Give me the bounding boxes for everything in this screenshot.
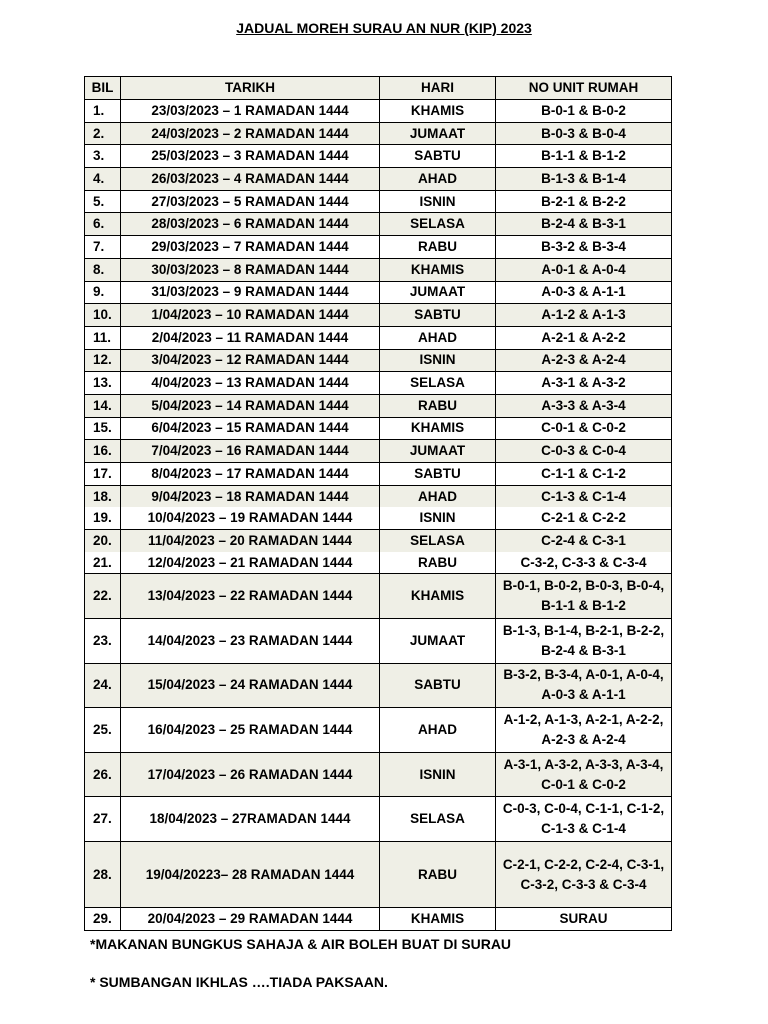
table-row <box>85 440 672 463</box>
table-header-row <box>85 77 672 100</box>
cell-tarikh: 10/04/2023 – 19 RAMADAN 1444 <box>121 507 380 529</box>
cell-tarikh: 11/04/2023 – 20 RAMADAN 1444 <box>121 530 380 552</box>
cell-bil: 23. <box>85 619 121 664</box>
cell-hari: RABU <box>380 394 496 417</box>
cell-bil: 9. <box>85 281 121 304</box>
cell-hari: SELASA <box>380 213 496 236</box>
cell-bil: 3. <box>85 145 121 168</box>
cell-unit: B-1-3 & B-1-4 <box>496 168 672 191</box>
cell-hari: RABU <box>380 552 496 574</box>
cell-hari: KHAMIS <box>380 574 496 619</box>
cell-unit: A-0-3 & A-1-1 <box>496 281 672 304</box>
cell-hari: AHAD <box>380 708 496 753</box>
cell-unit: A-3-1 & A-3-2 <box>496 372 672 395</box>
table-row <box>85 281 672 304</box>
cell-unit: B-3-2 & B-3-4 <box>496 236 672 259</box>
cell-tarikh: 19/04/20223– 28 RAMADAN 1444 <box>121 842 380 908</box>
table-row <box>85 213 672 236</box>
cell-bil: 29. <box>85 908 121 931</box>
cell-tarikh: 31/03/2023 – 9 RAMADAN 1444 <box>121 281 380 304</box>
cell-tarikh: 4/04/2023 – 13 RAMADAN 1444 <box>121 372 380 395</box>
cell-unit: A-3-3 & A-3-4 <box>496 394 672 417</box>
cell-tarikh: 25/03/2023 – 3 RAMADAN 1444 <box>121 145 380 168</box>
cell-bil: 16. <box>85 440 121 463</box>
cell-hari: JUMAAT <box>380 440 496 463</box>
cell-tarikh: 30/03/2023 – 8 RAMADAN 1444 <box>121 258 380 281</box>
cell-hari: RABU <box>380 236 496 259</box>
table-row <box>85 258 672 281</box>
cell-hari: ISNIN <box>380 507 496 529</box>
cell-hari: ISNIN <box>380 190 496 213</box>
cell-unit: C-2-4 & C-3-1 <box>496 530 672 552</box>
table-row <box>85 372 672 395</box>
cell-tarikh: 2/04/2023 – 11 RAMADAN 1444 <box>121 326 380 349</box>
cell-tarikh: 9/04/2023 – 18 RAMADAN 1444 <box>121 485 380 507</box>
cell-bil: 15. <box>85 417 121 440</box>
cell-bil: 18. <box>85 485 121 507</box>
cell-hari: JUMAAT <box>380 281 496 304</box>
cell-hari: AHAD <box>380 485 496 507</box>
page-title: JADUAL MOREH SURAU AN NUR (KIP) 2023 <box>236 20 532 36</box>
cell-bil: 22. <box>85 574 121 619</box>
cell-bil: 21. <box>85 552 121 574</box>
cell-bil: 27. <box>85 797 121 842</box>
cell-bil: 25. <box>85 708 121 753</box>
cell-tarikh: 18/04/2023 – 27RAMADAN 1444 <box>121 797 380 842</box>
table-body <box>85 100 672 931</box>
table-row <box>85 463 672 486</box>
cell-hari: AHAD <box>380 326 496 349</box>
table-row <box>85 394 672 417</box>
cell-unit: A-2-3 & A-2-4 <box>496 349 672 372</box>
cell-unit: B-1-3, B-1-4, B-2-1, B-2-2, B-2-4 & B-3-1 <box>496 619 672 664</box>
column-header-tarikh: TARIKH <box>121 77 380 100</box>
cell-hari: JUMAAT <box>380 619 496 664</box>
cell-unit: SURAU <box>496 908 672 931</box>
cell-bil: 26. <box>85 752 121 797</box>
cell-tarikh: 15/04/2023 – 24 RAMADAN 1444 <box>121 663 380 708</box>
cell-unit: B-2-4 & B-3-1 <box>496 213 672 236</box>
cell-hari: SABTU <box>380 463 496 486</box>
cell-unit: C-1-3 & C-1-4 <box>496 485 672 507</box>
cell-tarikh: 16/04/2023 – 25 RAMADAN 1444 <box>121 708 380 753</box>
table-row <box>85 326 672 349</box>
cell-unit: B-1-1 & B-1-2 <box>496 145 672 168</box>
cell-hari: KHAMIS <box>380 258 496 281</box>
cell-unit: C-0-3, C-0-4, C-1-1, C-1-2, C-1-3 & C-1-4 <box>496 797 672 842</box>
table-row <box>85 485 672 507</box>
table-row <box>85 190 672 213</box>
cell-bil: 20. <box>85 530 121 552</box>
cell-bil: 2. <box>85 122 121 145</box>
table-row <box>85 417 672 440</box>
cell-hari: AHAD <box>380 168 496 191</box>
column-header-bil: BIL <box>85 77 121 100</box>
cell-bil: 17. <box>85 463 121 486</box>
cell-tarikh: 17/04/2023 – 26 RAMADAN 1444 <box>121 752 380 797</box>
cell-tarikh: 28/03/2023 – 6 RAMADAN 1444 <box>121 213 380 236</box>
cell-tarikh: 26/03/2023 – 4 RAMADAN 1444 <box>121 168 380 191</box>
cell-hari: SABTU <box>380 145 496 168</box>
table-row <box>85 100 672 123</box>
table-row <box>85 236 672 259</box>
cell-hari: SABTU <box>380 304 496 327</box>
cell-hari: RABU <box>380 842 496 908</box>
table-row <box>85 752 672 797</box>
cell-bil: 28. <box>85 842 121 908</box>
cell-unit: C-2-1, C-2-2, C-2-4, C-3-1, C-3-2, C-3-3 & C-3-4 <box>496 842 672 908</box>
cell-bil: 6. <box>85 213 121 236</box>
table-row <box>85 145 672 168</box>
cell-unit: A-2-1 & A-2-2 <box>496 326 672 349</box>
cell-hari: KHAMIS <box>380 417 496 440</box>
cell-unit: A-3-1, A-3-2, A-3-3, A-3-4, C-0-1 & C-0-2 <box>496 752 672 797</box>
cell-hari: KHAMIS <box>380 100 496 123</box>
cell-unit: C-3-2, C-3-3 & C-3-4 <box>496 552 672 574</box>
cell-unit: C-2-1 & C-2-2 <box>496 507 672 529</box>
table-row <box>85 574 672 619</box>
cell-bil: 13. <box>85 372 121 395</box>
table-row <box>85 349 672 372</box>
table-row <box>85 530 672 552</box>
cell-hari: SABTU <box>380 663 496 708</box>
table-row <box>85 663 672 708</box>
table-row <box>85 168 672 191</box>
cell-tarikh: 13/04/2023 – 22 RAMADAN 1444 <box>121 574 380 619</box>
column-header-unit: NO UNIT RUMAH <box>496 77 672 100</box>
cell-hari: SELASA <box>380 797 496 842</box>
note-contribution: * SUMBANGAN IKHLAS ….TIADA PAKSAAN. <box>90 974 388 990</box>
cell-unit: C-0-1 & C-0-2 <box>496 417 672 440</box>
cell-unit: C-1-1 & C-1-2 <box>496 463 672 486</box>
cell-tarikh: 3/04/2023 – 12 RAMADAN 1444 <box>121 349 380 372</box>
cell-bil: 7. <box>85 236 121 259</box>
cell-hari: JUMAAT <box>380 122 496 145</box>
column-header-hari: HARI <box>380 77 496 100</box>
cell-bil: 10. <box>85 304 121 327</box>
cell-unit: A-0-1 & A-0-4 <box>496 258 672 281</box>
cell-bil: 8. <box>85 258 121 281</box>
cell-hari: SELASA <box>380 372 496 395</box>
cell-bil: 4. <box>85 168 121 191</box>
cell-tarikh: 12/04/2023 – 21 RAMADAN 1444 <box>121 552 380 574</box>
cell-unit: A-1-2, A-1-3, A-2-1, A-2-2, A-2-3 & A-2-4 <box>496 708 672 753</box>
cell-hari: ISNIN <box>380 752 496 797</box>
cell-tarikh: 24/03/2023 – 2 RAMADAN 1444 <box>121 122 380 145</box>
cell-unit: B-0-1, B-0-2, B-0-3, B-0-4, B-1-1 & B-1-2 <box>496 574 672 619</box>
cell-tarikh: 8/04/2023 – 17 RAMADAN 1444 <box>121 463 380 486</box>
cell-tarikh: 5/04/2023 – 14 RAMADAN 1444 <box>121 394 380 417</box>
cell-tarikh: 23/03/2023 – 1 RAMADAN 1444 <box>121 100 380 123</box>
cell-bil: 24. <box>85 663 121 708</box>
cell-unit: B-2-1 & B-2-2 <box>496 190 672 213</box>
table-row <box>85 619 672 664</box>
table-row <box>85 507 672 529</box>
table-row <box>85 797 672 842</box>
cell-bil: 14. <box>85 394 121 417</box>
cell-unit: C-0-3 & C-0-4 <box>496 440 672 463</box>
table-row <box>85 552 672 574</box>
cell-tarikh: 29/03/2023 – 7 RAMADAN 1444 <box>121 236 380 259</box>
cell-unit: B-0-3 & B-0-4 <box>496 122 672 145</box>
cell-unit: B-0-1 & B-0-2 <box>496 100 672 123</box>
cell-tarikh: 6/04/2023 – 15 RAMADAN 1444 <box>121 417 380 440</box>
cell-unit: A-1-2 & A-1-3 <box>496 304 672 327</box>
table-row <box>85 908 672 931</box>
table-row <box>85 842 672 908</box>
cell-hari: SELASA <box>380 530 496 552</box>
cell-hari: KHAMIS <box>380 908 496 931</box>
cell-hari: ISNIN <box>380 349 496 372</box>
cell-bil: 19. <box>85 507 121 529</box>
cell-bil: 12. <box>85 349 121 372</box>
cell-tarikh: 14/04/2023 – 23 RAMADAN 1444 <box>121 619 380 664</box>
cell-bil: 11. <box>85 326 121 349</box>
cell-tarikh: 1/04/2023 – 10 RAMADAN 1444 <box>121 304 380 327</box>
cell-tarikh: 27/03/2023 – 5 RAMADAN 1444 <box>121 190 380 213</box>
cell-bil: 5. <box>85 190 121 213</box>
table-row <box>85 304 672 327</box>
table-row <box>85 122 672 145</box>
table-row <box>85 708 672 753</box>
cell-unit: B-3-2, B-3-4, A-0-1, A-0-4, A-0-3 & A-1-1 <box>496 663 672 708</box>
note-food: *MAKANAN BUNGKUS SAHAJA & AIR BOLEH BUAT DI SURAU <box>90 936 512 952</box>
cell-tarikh: 20/04/2023 – 29 RAMADAN 1444 <box>121 908 380 931</box>
cell-tarikh: 7/04/2023 – 16 RAMADAN 1444 <box>121 440 380 463</box>
schedule-table <box>84 76 672 931</box>
cell-bil: 1. <box>85 100 121 123</box>
